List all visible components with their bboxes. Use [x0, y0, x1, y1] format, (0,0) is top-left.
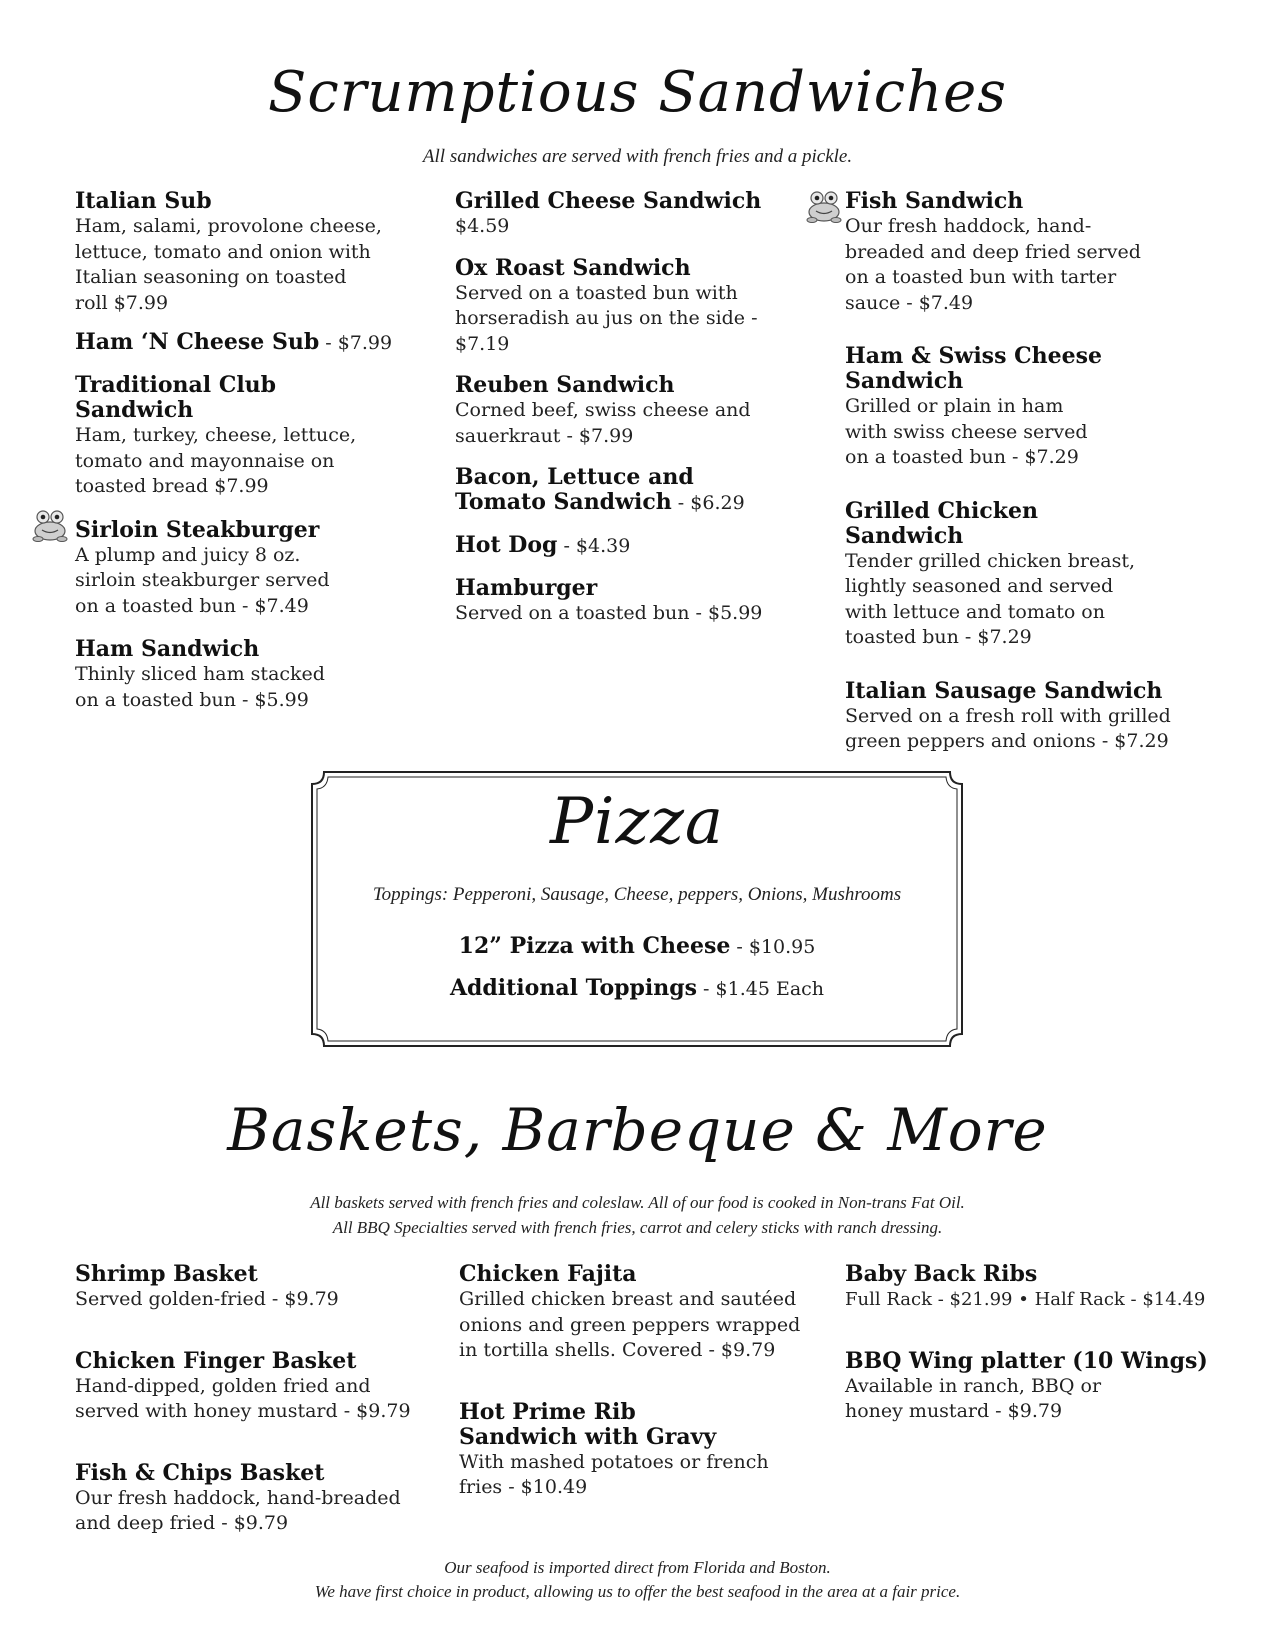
frog-icon — [805, 188, 843, 224]
item-description: Full Rack - $21.99 • Half Rack - $14.49 — [845, 1289, 1206, 1310]
item-description: Served on a fresh roll with grilled green peppers and onions - $7.29 — [845, 704, 1171, 752]
item-name: Ham ‘N Cheese Sub — [75, 329, 320, 355]
baskets-title: Baskets, Barbeque & More — [227, 1096, 1048, 1164]
frog-icon — [31, 507, 69, 543]
menu-item — [455, 533, 775, 558]
item-description: Available in ranch, BBQ or honey mustard - $9.79 — [845, 1374, 1102, 1422]
item-description: Corned beef, swiss cheese and sauerkraut - $7.99 — [455, 399, 751, 447]
menu-item — [75, 189, 385, 316]
item-description: Served on a toasted bun - $5.99 — [455, 602, 763, 624]
item-description: Our fresh haddock, hand-breaded and deep fried - $9.79 — [75, 1486, 401, 1534]
item-name: Additional Toppings — [449, 975, 698, 1001]
item-name: Hot Dog — [455, 532, 558, 558]
menu-item — [455, 465, 775, 515]
menu-item — [455, 576, 775, 627]
item-price: - $10.95 — [730, 936, 816, 958]
item-name: Hamburger — [455, 575, 598, 601]
menu-item — [845, 189, 1165, 316]
item-description: Served golden-fried - $9.79 — [75, 1288, 339, 1310]
menu-item — [75, 373, 365, 500]
item-description: Tender grilled chicken breast, lightly seasoned and served with lettuce and tomato on toasted bun - $7.29 — [845, 549, 1136, 648]
menu-item — [459, 1398, 769, 1501]
baskets-column-3 — [845, 1262, 1225, 1425]
item-description: $4.59 — [455, 215, 510, 237]
baskets-column-1 — [75, 1262, 420, 1537]
menu-item — [845, 499, 1145, 651]
menu-item — [75, 637, 335, 713]
item-description: Our fresh haddock, hand-breaded and deep fried served on a toasted bun with tarter sauce - $7.49 — [845, 215, 1141, 314]
item-name: Italian Sausage Sandwich — [845, 677, 1163, 704]
item-name: Traditional Club Sandwich — [75, 372, 277, 423]
menu-item — [310, 976, 964, 1001]
menu-item — [75, 1349, 420, 1425]
item-description: Served on a toasted bun with horseradish au jus on the side - $7.19 — [455, 281, 758, 355]
item-name: Baby Back Ribs — [845, 1261, 1038, 1287]
item-description: Thinly sliced ham stacked on a toasted bun - $5.99 — [75, 663, 325, 711]
item-name: Grilled Cheese Sandwich — [455, 188, 762, 214]
item-name: Reuben Sandwich — [455, 372, 675, 398]
pizza-title: Pizza — [549, 785, 725, 859]
menu-item — [455, 256, 765, 358]
footer-line-1: Our seafood is imported direct from Florida and Boston. — [444, 1558, 831, 1577]
item-name: Grilled Chicken Sandwich — [845, 497, 1038, 549]
menu-item — [845, 1262, 1225, 1313]
menu-item — [845, 679, 1185, 755]
menu-item — [845, 1347, 1208, 1425]
menu-item — [75, 1262, 420, 1313]
item-description: Ham, turkey, cheese, lettuce, tomato and mayonnaise on toasted bread $7.99 — [75, 424, 357, 497]
sandwiches-column-2 — [455, 189, 775, 627]
item-name: Ox Roast Sandwich — [455, 254, 691, 281]
item-description: Hand-dipped, golden fried and served with honey mustard - $9.79 — [75, 1374, 411, 1422]
pizza-toppings: Toppings: Pepperoni, Sausage, Cheese, peppers, Onions, Mushrooms — [372, 884, 902, 905]
item-description: Ham, salami, provolone cheese, lettuce, tomato and onion with Italian seasoning on toasted roll $7.99 — [75, 215, 382, 314]
baskets-note-2: All BBQ Specialties served with french fries, carrot and celery sticks with ranch dressing. — [332, 1218, 943, 1237]
item-name: Chicken Fajita — [459, 1261, 637, 1287]
item-name: BBQ Wing platter (10 Wings) — [845, 1347, 1208, 1374]
sandwiches-column-3 — [845, 189, 1195, 755]
baskets-note-1: All baskets served with french fries and coleslaw. All of our food is cooked in Non-trans Fat Oil. — [310, 1193, 965, 1212]
item-name: Chicken Finger Basket — [75, 1347, 357, 1374]
menu-item — [455, 373, 755, 449]
sandwiches-title: Scrumptious Sandwiches — [267, 60, 1008, 125]
menu-item — [75, 330, 405, 355]
menu-item — [75, 1461, 405, 1537]
item-name: Bacon, Lettuce and Tomato Sandwich — [455, 464, 694, 515]
item-name: Italian Sub — [75, 188, 212, 214]
item-description: A plump and juicy 8 oz. sirloin steakburger served on a toasted bun - $7.49 — [75, 543, 330, 617]
menu-item — [455, 189, 775, 240]
item-description: Grilled or plain in ham with swiss cheese served on a toasted bun - $7.29 — [845, 395, 1088, 468]
item-name: Shrimp Basket — [75, 1261, 258, 1287]
item-name: Ham & Swiss Cheese Sandwich — [845, 343, 1102, 394]
pizza-box — [310, 770, 964, 1048]
item-name: Fish & Chips Basket — [75, 1459, 325, 1486]
sandwiches-column-1 — [75, 189, 405, 713]
menu-item — [75, 518, 335, 620]
baskets-column-2 — [459, 1262, 809, 1501]
footer-line-2: We have first choice in product, allowing us to offer the best seafood in the area at a fair price. — [314, 1582, 961, 1601]
sandwiches-subtitle: All sandwiches are served with french fries and a pickle. — [422, 146, 853, 167]
item-price: - $7.99 — [319, 332, 393, 354]
item-price: - $4.39 — [557, 535, 631, 557]
menu-item — [310, 934, 964, 959]
item-name: Hot Prime Rib Sandwich with Gravy — [459, 1398, 717, 1450]
item-name: Ham Sandwich — [75, 636, 260, 662]
item-name: 12” Pizza with Cheese — [458, 933, 731, 959]
menu-item — [845, 344, 1195, 471]
item-price: - $6.29 — [671, 492, 745, 514]
menu-item — [459, 1262, 809, 1364]
item-description: Grilled chicken breast and sautéed onions and green peppers wrapped in tortilla shells. Covered - $9.79 — [459, 1288, 801, 1361]
item-price: - $1.45 Each — [697, 978, 825, 1000]
item-name: Sirloin Steakburger — [75, 516, 320, 543]
item-description: With mashed potatoes or french fries - $10.49 — [459, 1450, 769, 1498]
item-name: Fish Sandwich — [845, 188, 1024, 214]
